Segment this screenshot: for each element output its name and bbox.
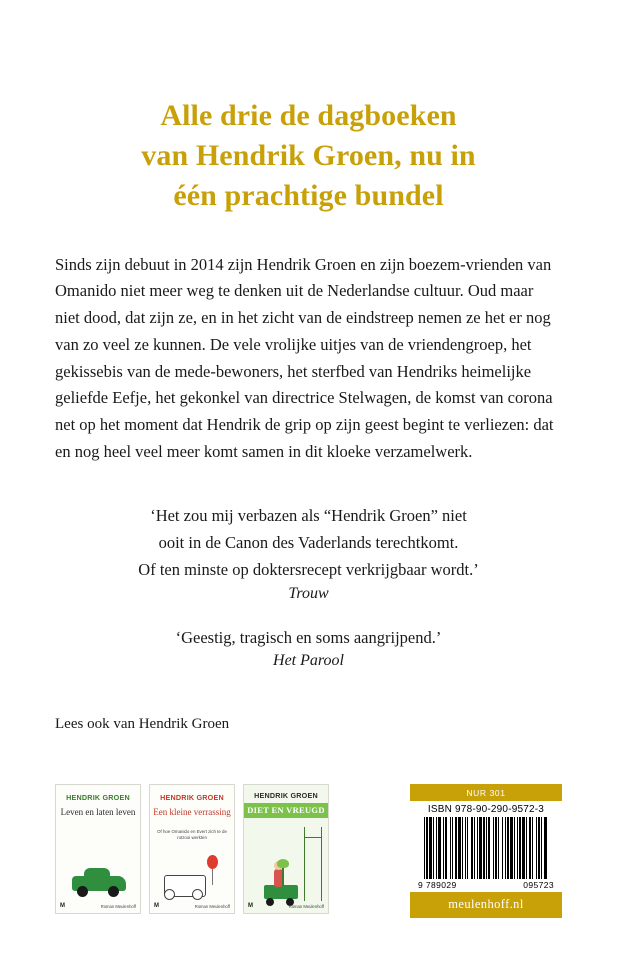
nur-code: NUR 301 [410,784,562,801]
blurb-text: Sinds zijn debuut in 2014 zijn Hendrik Groen en zijn boezem-vrienden van Omanido niet meer weg te denken uit de Nederlandse cultuur. Oud maar niet dood, dat zijn ze, en in het zicht van de eindstreep nemen ze het er nog van zo veel ze kunnen. De vele vrolijke uitjes van de vriendengroep, het gekissebis van de mede-bewoners, het sterfbed van Hendriks heimelijke geliefde Eefje, het gekonkel van directrice Stelwagen, de komst van corona net op het moment dat Hendrik de grip op zijn geest begint te verliezen: dat en nog heel veel meer komt samen in dit kloeke verzamelwerk. [55,254,554,461]
headline-line-1: Alle drie de dagboeken [160,99,457,132]
book-cover-thumbnail[interactable] [149,784,235,914]
cover-title: Een kleine verrassing [153,807,231,817]
barcode [410,817,562,879]
also-read-label: Lees ook van Hendrik Groen [55,716,230,733]
isbn-block [410,784,562,918]
quote-text [55,625,562,652]
publisher-website[interactable]: meulenhoff.nl [410,892,562,918]
cover-author: HENDRIK GROEN [160,793,224,802]
cover-title: DIET EN VREUGD [247,805,325,815]
quote-line-2: ooit in de Canon des Vaderlands terechtkomt. [158,533,459,553]
barcode-digits-left: 9 789029 [418,880,457,890]
quote-block [55,503,562,602]
car-illustration [70,863,128,897]
headline-line-2: van Hendrik Groen, nu in [141,138,476,172]
cover-author: HENDRIK GROEN [66,793,130,802]
cover-subtitle: Of hoe Omanido en Evert zich te de rotzooi werkten [157,829,227,840]
quote-line-3: Of ten minste op doktersrecept verkrijgbaar wordt.’ [138,559,479,579]
cover-imprint: M [154,903,159,909]
quote-line-1: ‘Geestig, tragisch en soms aangrijpend.’ [175,627,442,647]
quote-line-1: ‘Het zou mij verbazen als “Hendrik Groen” niet [150,506,467,526]
cover-footer: Roman Meulenhoff [288,904,324,909]
quote-block [55,625,562,671]
scooter-balloon-illustration [160,855,226,899]
cover-imprint: M [248,903,253,909]
book-cover-thumbnail[interactable] [55,784,141,914]
quotes-section [55,465,562,670]
barcode-digits-right: 095723 [523,880,554,890]
cover-imprint: M [60,903,65,909]
cover-footer: Roman Meulenhoff [100,904,136,909]
quote-source: Trouw [288,584,329,602]
quote-source: Het Parool [273,652,344,670]
cover-footer: Roman Meulenhoff [194,904,230,909]
related-covers [55,784,329,914]
bottom-area [55,784,562,924]
barcode-digits [410,879,562,892]
quote-text [55,503,562,583]
isbn-number: ISBN 978-90-290-9572-3 [427,804,545,815]
cover-title: Leven en laten leven [60,807,136,817]
book-cover-thumbnail[interactable] [243,784,329,914]
page-title [55,0,562,216]
cover-author: HENDRIK GROEN [254,791,318,800]
garden-illustration [252,827,322,905]
headline-line-3: één prachtige bundel [173,178,444,212]
